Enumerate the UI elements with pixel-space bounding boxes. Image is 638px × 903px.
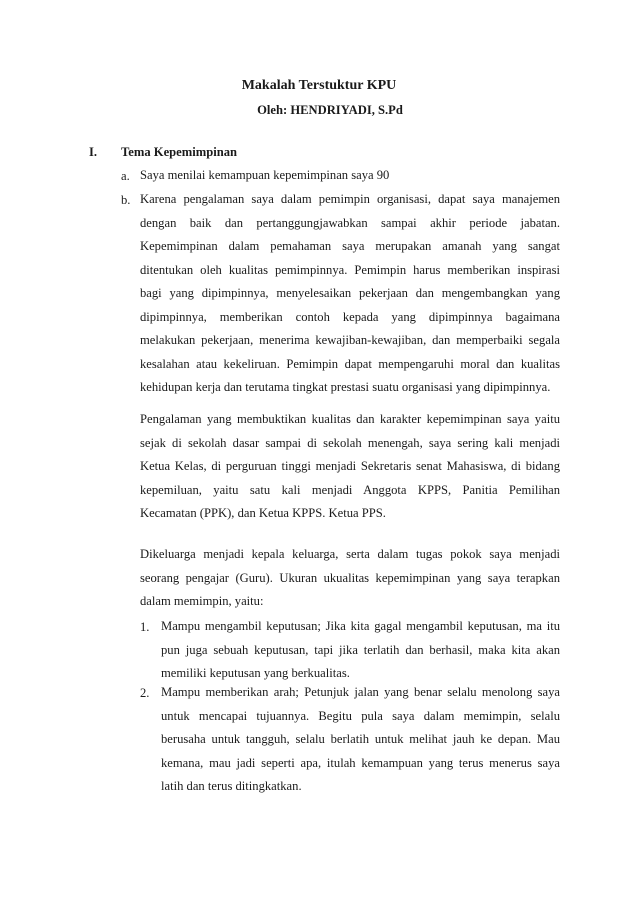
list-item-line: untuk mencapai tujuannya. Begitu pula saya dalam memimpin, selalu	[161, 708, 560, 723]
list-item-line: memiliki keputusan yang berkualitas.	[161, 666, 350, 680]
item-a-marker: a.	[121, 169, 130, 183]
item-b-marker: b.	[121, 193, 131, 207]
item-b-line: Kepemimpinan dalam pemahaman saya merupakan amanah yang sangat	[140, 239, 560, 253]
paragraph-line: Dikeluarga menjadi kepala keluarga, serta dalam tugas pokok saya menjadi	[140, 547, 560, 561]
section-number: I.	[89, 145, 98, 159]
item-b-line: melakukan pekerjaan, menerima kewajiban-kewajiban, dan memperbaiki segala	[140, 333, 560, 347]
list-item-2	[161, 681, 560, 799]
item-b-line: dengan baik dan pertanggungjawabkan sampai akhir periode jabatan.	[140, 215, 560, 230]
item-b-line: bagi yang dipimpinnya, menyelesaikan pekerjaan dan mengembangkan yang	[140, 286, 560, 300]
list-item-1-marker: 1.	[140, 620, 150, 634]
family-paragraph	[140, 543, 560, 614]
item-b-line: ditentukan oleh kualitas pemimpinnya. Pemimpin harus memberikan inspirasi	[140, 262, 560, 277]
paragraph-line: Kecamatan (PPK), dan Ketua KPPS. Ketua PPS.	[140, 506, 386, 520]
document-title: Makalah Terstuktur KPU	[241, 78, 397, 93]
item-a-line: Saya menilai kemampuan kepemimpinan saya 90	[140, 168, 390, 182]
list-item-line: Mampu memberikan arah; Petunjuk jalan yang benar selalu menolong saya	[161, 685, 560, 699]
list-item-2-marker: 2.	[140, 686, 150, 700]
item-b-line: Karena pengalaman saya dalam pemimpin organisasi, dapat saya manajemen	[140, 192, 560, 206]
item-b-paragraph	[140, 188, 560, 400]
section-title: Tema Kepemimpinan	[121, 145, 238, 159]
item-b-line: dipimpinnya, memberikan contoh kepada yang dipimpinnya bagaimana	[140, 309, 560, 324]
list-item-line: kemana, mau jadi seperti apa, itulah kemampuan yang terus menerus saya	[161, 755, 560, 770]
experience-paragraph	[140, 408, 560, 526]
paragraph-line: Ketua Kelas, di perguruan tinggi menjadi Sekretaris senat Mahasiswa, di bidang	[140, 459, 560, 473]
list-item-line: Mampu mengambil keputusan; Jika kita gagal mengambil keputusan, ma itu	[161, 619, 560, 633]
item-a-text	[140, 164, 389, 188]
list-item-line: berusaha untuk tangguh, selalu berlatih untuk melihat jauh ke depan. Mau	[161, 732, 560, 746]
paragraph-line: sejak di sekolah dasar sampai di sekolah menengah, saya sering kali menjadi	[140, 435, 560, 450]
item-b-line: kehidupan kerja dan terutama tingkat prestasi suatu organisasi yang dipimpinnya.	[140, 380, 551, 394]
list-item-line: latih dan terus ditingkatkan.	[161, 779, 302, 793]
paragraph-line: dalam memimpin, yaitu:	[140, 594, 264, 608]
paragraph-line: kepemiluan, yaitu satu kali menjadi Anggota KPPS, Panitia Pemilihan	[140, 482, 560, 497]
item-b-line: kesalahan atau kekeliruan. Pemimpin dapat mempengaruhi moral dan kualitas	[140, 356, 560, 371]
paragraph-line: seorang pengajar (Guru). Ukuran ukualitas kepemimpinan yang saya terapkan	[140, 570, 560, 585]
paragraph-line: Pengalaman yang membuktikan kualitas dan karakter kepemimpinan saya yaitu	[140, 412, 560, 426]
list-item-line: pun juga sebuah keputusan, tapi jika terlatih dan berhasil, maka kita akan	[161, 642, 560, 657]
list-item-1	[161, 615, 560, 686]
document-author: Oleh: HENDRIYADI, S.Pd	[257, 103, 403, 117]
